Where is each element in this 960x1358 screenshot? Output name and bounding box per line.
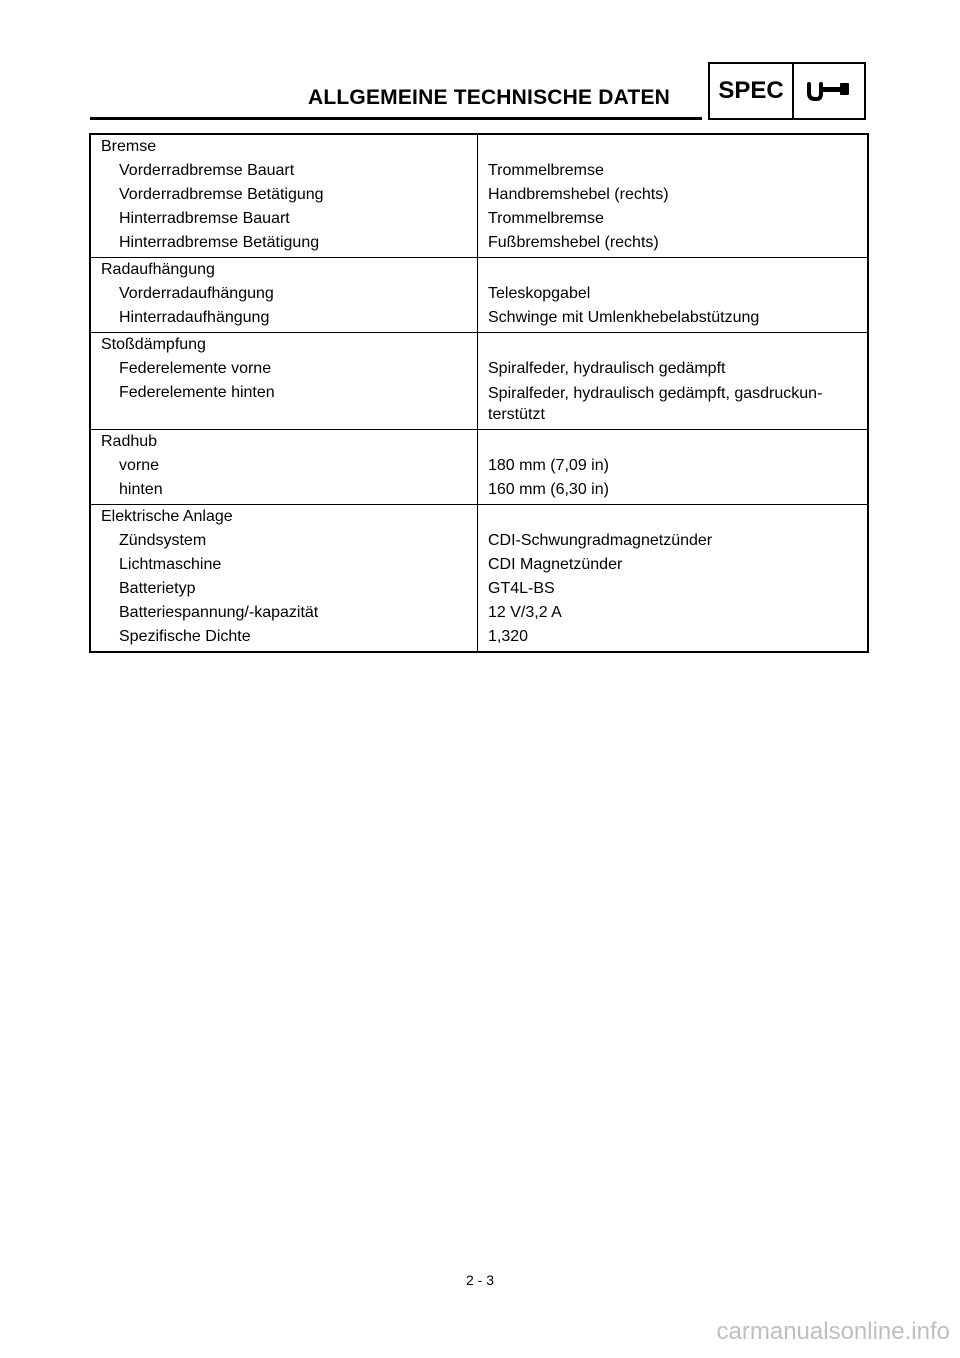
label-column [91,333,478,429]
spec-group [91,257,867,332]
spec-value [478,577,867,601]
spec-value-text: 1,320 [488,628,529,645]
value-spacer [478,258,867,282]
spec-value [478,478,867,502]
spec-value-text: CDI Magnetzünder [488,556,623,573]
group-heading: Stoßdämpfung [101,336,206,353]
label-column [91,258,478,332]
spec-value-text: Trommelbremse [488,210,604,227]
value-spacer [478,135,867,159]
spec-value [478,183,867,207]
spec-label: Hinterradaufhängung [119,309,270,326]
value-spacer [478,505,867,529]
spec-label: Spezifische Dichte [119,628,251,645]
spec-group [91,332,867,429]
spec-label: Federelemente vorne [119,360,272,377]
watermark: carmanualsonline.info [716,1318,950,1345]
spec-value [478,357,867,381]
spec-badge-label: SPEC [710,64,794,118]
spec-label: vorne [119,457,160,474]
spec-label: Federelemente hinten [119,384,275,401]
spec-badge [708,62,866,120]
page-title: ALLGEMEINE TECHNISCHE DATEN [308,86,671,109]
group-heading: Bremse [101,138,157,155]
header-rule [90,117,702,120]
spec-value [478,454,867,478]
spec-value-text: GT4L-BS [488,580,555,597]
spec-value-text: 180 mm (7,09 in) [488,457,609,474]
value-column [478,505,867,651]
spec-group [91,504,867,651]
spec-group [91,135,867,257]
spec-value [478,381,867,427]
spec-label: Vorderradbremse Betätigung [119,186,324,203]
group-heading: Elektrische Anlage [101,508,233,525]
wrench-icon [806,78,852,104]
spec-value [478,282,867,306]
label-column [91,430,478,504]
label-column [91,505,478,651]
spec-label: Zündsystem [119,532,207,549]
spec-value-text: 160 mm (6,30 in) [488,481,609,498]
spec-value-text: Handbremshebel (rechts) [488,186,669,203]
spec-value-text: Fußbremshebel (rechts) [488,234,659,251]
spec-value-text: 12 V/3,2 A [488,604,562,621]
group-heading: Radaufhängung [101,261,215,278]
spec-table [89,133,869,653]
spec-value-text: Spiralfeder, hydraulisch gedämpft, gasdruckun- [488,385,823,402]
spec-value [478,601,867,625]
spec-value [478,306,867,330]
spec-label: Batterietyp [119,580,196,597]
value-column [478,135,867,257]
spec-value-text: Trommelbremse [488,162,604,179]
spec-value-text: Teleskopgabel [488,285,591,302]
spec-label: Hinterradbremse Betätigung [119,234,320,251]
spec-value [478,625,867,649]
group-heading: Radhub [101,433,158,450]
page-number: 2 - 3 [465,1272,494,1288]
spec-value [478,207,867,231]
label-column [91,135,478,257]
spec-value-text: Spiralfeder, hydraulisch gedämpft [488,360,726,377]
spec-icon-cell [794,64,864,118]
spec-label: Vorderradbremse Bauart [119,162,295,179]
spec-value [478,159,867,183]
value-column [478,430,867,504]
value-column [478,258,867,332]
spec-value-text: CDI-Schwungradmagnetzünder [488,532,713,549]
value-spacer [478,430,867,454]
spec-value-continuation: terstützt [488,406,545,423]
spec-label: Hinterradbremse Bauart [119,210,290,227]
spec-value [478,529,867,553]
value-column [478,333,867,429]
spec-label: Vorderradaufhängung [119,285,274,302]
spec-value [478,553,867,577]
spec-group [91,429,867,504]
value-spacer [478,333,867,357]
spec-label: hinten [119,481,163,498]
spec-value [478,231,867,255]
spec-value-text: Schwinge mit Umlenkhebelabstützung [488,309,760,326]
spec-label: Lichtmaschine [119,556,222,573]
spec-label: Batteriespannung/-kapazität [119,604,319,621]
